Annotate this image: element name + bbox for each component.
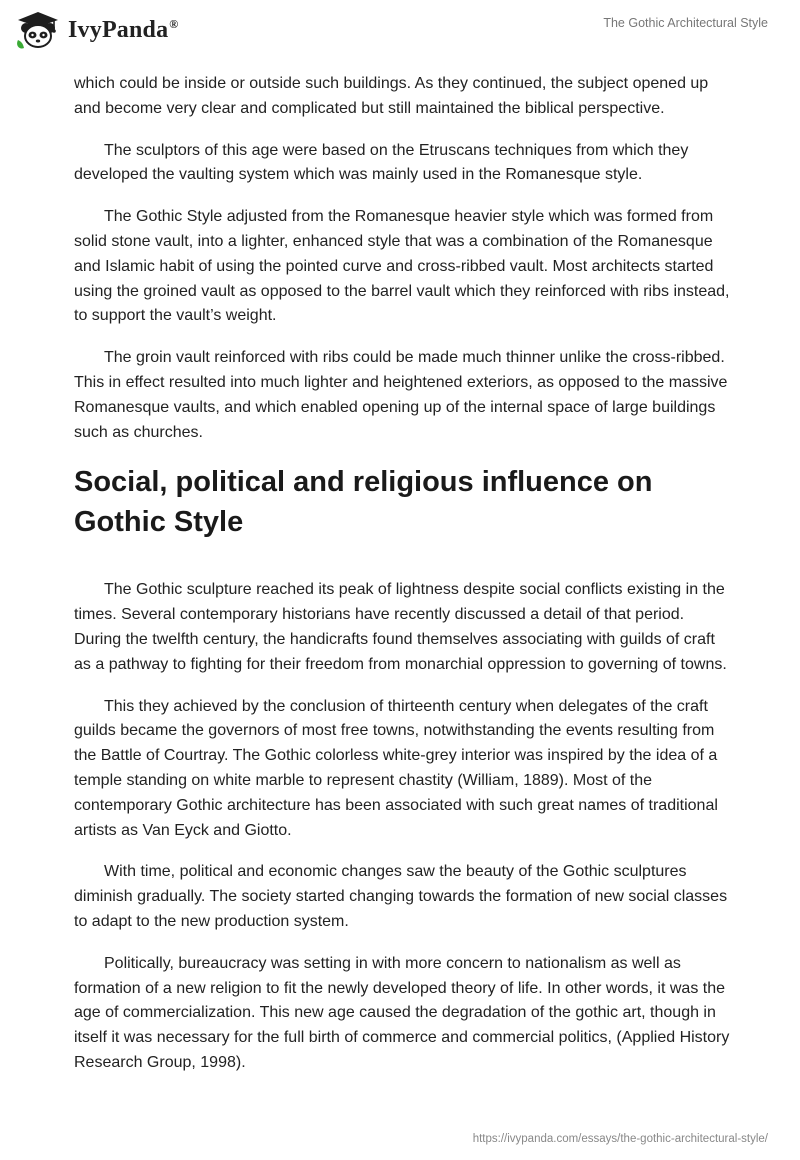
paragraph: which could be inside or outside such buildings. As they continued, the subject opened up and become very clear and complicated but still maintained the biblical perspective. <box>74 75 709 117</box>
paragraph: The sculptors of this age were based on the Etruscans techniques from which they developed the vaulting system which was mainly used in the Romanesque style. <box>74 141 689 184</box>
logo-text <box>68 17 178 44</box>
paragraph: The groin vault reinforced with ribs could be made much thinner unlike the cross-ribbed. This in effect resulted into much lighter and heightened exteriors, as opposed to the massive Romanesque vaults, and which enabled opening up of the internal space of large buildings such as churches. <box>74 349 728 441</box>
paragraph: The Gothic Style adjusted from the Romanesque heavier style which was formed from solid stone vault, into a lighter, enhanced style that was a combination of the Romanesque and Islamic habit of using the pointed curve and cross-ribbed vault. Most architects started using the groined vault as opposed to the barrel vault which they reinforced with ribs instead, to support the vault’s weight. <box>74 208 730 325</box>
source-url[interactable]: https://ivypanda.com/essays/the-gothic-architectural-style/ <box>472 1133 768 1145</box>
logo-name: IvyPanda <box>68 16 169 43</box>
paragraph: Politically, bureaucracy was setting in with more concern to nationalism as well as formation of a new religion to fit the newly developed theory of life. In other words, it was the age of commercialization. This new age caused the degradation of the gothic art, though in itself it was necessary for the full birth of commerce and commercial politics, (Applied History Research Group, 1998). <box>74 954 730 1071</box>
panda-graduate-icon <box>14 10 62 50</box>
paragraph: The Gothic sculpture reached its peak of lightness despite social conflicts existing in the times. Several contemporary historians have recently discussed a detail of that period. During the twelfth century, the handicrafts found themselves associating with guilds of craft as a pathway to fighting for their freedom from monarchial oppression to governing of towns. <box>74 581 727 673</box>
page-header <box>0 0 800 70</box>
section-heading: Social, political and religious influence on Gothic Style <box>74 466 653 539</box>
paragraph: This they achieved by the conclusion of thirteenth century when delegates of the craft guilds became the governors of most free towns, notwithstanding the events resulting from the Battle of Courtray. The Gothic colorless white-grey interior was inspired by the idea of a temple standing on white marble to represent chastity (William, 1889). Most of the contemporary Gothic architecture has been associated with such great names of traditional artists as Van Eyck and Giotto. <box>74 697 718 839</box>
ivypanda-logo[interactable] <box>14 10 178 50</box>
paragraph: With time, political and economic changes saw the beauty of the Gothic sculptures diminish gradually. The society started changing towards the formation of new social classes to adapt to the new production system. <box>74 863 728 930</box>
logo-registered-mark: ® <box>169 16 179 31</box>
essay-content <box>74 72 730 1093</box>
document-title: The Gothic Architectural Style <box>603 16 768 30</box>
